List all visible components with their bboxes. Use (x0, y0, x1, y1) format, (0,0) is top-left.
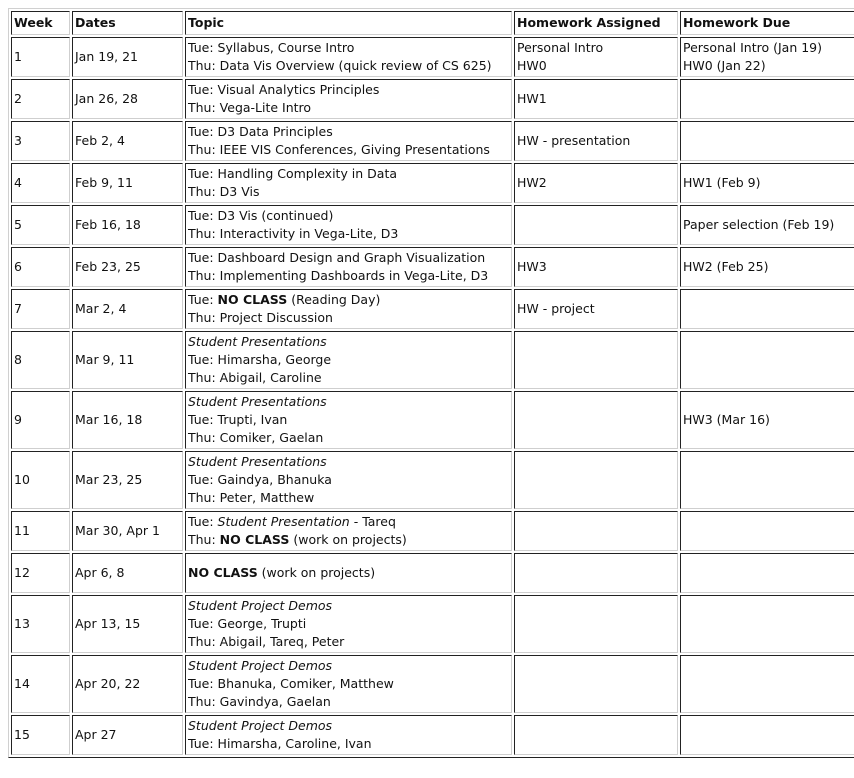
homework-assigned-cell (514, 121, 678, 161)
dates-cell: Feb 16, 18 (72, 205, 183, 245)
topic-cell (185, 163, 512, 203)
thursday-line (188, 141, 510, 159)
topic-text: (work on projects) (257, 565, 376, 580)
homework-assigned-cell (514, 451, 678, 509)
week-cell: 11 (11, 511, 70, 551)
topic-cell (185, 655, 512, 713)
homework-assigned-cell (514, 511, 678, 551)
header-row (11, 11, 854, 35)
homework-due-cell (680, 121, 854, 161)
topic-cell (185, 553, 512, 593)
topic-text: Implementing Dashboards in Vega-Lite, D3 (219, 268, 489, 283)
topic-heading: Student Project Demos (188, 718, 333, 733)
homework-due-item: HW2 (Feb 25) (683, 259, 769, 274)
tuesday-line (188, 615, 510, 633)
topic-text: Himarsha, Caroline, Ivan (217, 736, 372, 751)
table-row (11, 331, 854, 389)
tuesday-line (188, 513, 510, 531)
week-cell: 4 (11, 163, 70, 203)
week-cell: 1 (11, 37, 70, 77)
homework-due-cell (680, 247, 854, 287)
topic-text: Peter, Matthew (219, 490, 315, 505)
day-prefix: Thu: (188, 184, 220, 199)
week-cell: 7 (11, 289, 70, 329)
dates-cell: Mar 23, 25 (72, 451, 183, 509)
homework-assigned-cell (514, 289, 678, 329)
thursday-line (188, 693, 510, 711)
topic-text: (Reading Day) (287, 292, 381, 307)
tuesday-line (188, 207, 510, 225)
week-cell: 12 (11, 553, 70, 593)
thursday-line (188, 267, 510, 285)
tuesday-line (188, 39, 510, 57)
week-cell: 6 (11, 247, 70, 287)
homework-due-cell (680, 595, 854, 653)
day-prefix: Tue: (188, 208, 218, 223)
thursday-line (188, 429, 510, 447)
homework-due-cell (680, 715, 854, 755)
day-prefix: Tue: (188, 292, 218, 307)
topic-cell (185, 331, 512, 389)
tuesday-line (188, 411, 510, 429)
table-row (11, 37, 854, 77)
topic-text: D3 Data Principles (217, 124, 333, 139)
header-topic: Topic (185, 11, 512, 35)
homework-due-cell (680, 205, 854, 245)
homework-due-cell (680, 511, 854, 551)
week-cell: 2 (11, 79, 70, 119)
topic-text: Project Discussion (219, 310, 333, 325)
topic-text: Abigail, Caroline (219, 370, 322, 385)
homework-assigned-cell (514, 595, 678, 653)
topic-text: George, Trupti (217, 616, 307, 631)
day-prefix: Thu: (188, 634, 220, 649)
day-prefix: Thu: (188, 490, 220, 505)
no-class-label: NO CLASS (217, 292, 288, 307)
homework-assigned-item: HW2 (517, 175, 547, 190)
dates-cell: Jan 26, 28 (72, 79, 183, 119)
homework-due-cell (680, 289, 854, 329)
homework-due-item: Personal Intro (Jan 19) (683, 40, 823, 55)
dates-cell: Feb 23, 25 (72, 247, 183, 287)
homework-assigned-cell (514, 79, 678, 119)
day-prefix: Tue: (188, 616, 218, 631)
tuesday-line (188, 471, 510, 489)
table-row (11, 289, 854, 329)
week-cell: 10 (11, 451, 70, 509)
day-prefix: Tue: (188, 166, 218, 181)
dates-cell: Mar 9, 11 (72, 331, 183, 389)
homework-due-cell (680, 391, 854, 449)
homework-due-cell (680, 79, 854, 119)
homework-assigned-item: HW - project (517, 301, 595, 316)
thursday-line (188, 633, 510, 651)
topic-cell (185, 391, 512, 449)
topic-heading: Student Presentations (188, 394, 327, 409)
topic-text: D3 Vis (continued) (217, 208, 334, 223)
day-prefix: Thu: (188, 310, 220, 325)
dates-cell: Jan 19, 21 (72, 37, 183, 77)
topic-text: Bhanuka, Comiker, Matthew (217, 676, 394, 691)
topic-cell (185, 715, 512, 755)
no-class-label: NO CLASS (219, 532, 290, 547)
homework-assigned-item: Personal Intro (517, 40, 604, 55)
tuesday-line (188, 735, 510, 753)
table-row (11, 391, 854, 449)
day-prefix: Tue: (188, 472, 218, 487)
homework-assigned-item: HW0 (517, 58, 547, 73)
homework-assigned-cell (514, 391, 678, 449)
table-row (11, 79, 854, 119)
homework-due-cell (680, 655, 854, 713)
homework-due-cell (680, 37, 854, 77)
topic-text: Interactivity in Vega-Lite, D3 (219, 226, 399, 241)
table-row (11, 655, 854, 713)
topic-text: - Tareq (349, 514, 396, 529)
topic-heading: Student Presentations (188, 454, 327, 469)
dates-cell: Apr 6, 8 (72, 553, 183, 593)
dates-cell: Apr 27 (72, 715, 183, 755)
table-row (11, 595, 854, 653)
topic-text: Abigail, Tareq, Peter (219, 634, 345, 649)
day-prefix: Tue: (188, 412, 218, 427)
homework-due-item: HW0 (Jan 22) (683, 58, 766, 73)
tuesday-line (188, 123, 510, 141)
homework-assigned-item: HW - presentation (517, 133, 631, 148)
topic-text: Syllabus, Course Intro (217, 40, 355, 55)
thursday-line (188, 531, 510, 549)
day-prefix: Tue: (188, 124, 218, 139)
topic-cell (185, 205, 512, 245)
week-cell: 9 (11, 391, 70, 449)
day-prefix: Thu: (188, 694, 220, 709)
week-cell: 3 (11, 121, 70, 161)
topic-text: Himarsha, George (217, 352, 332, 367)
table-row (11, 247, 854, 287)
thursday-line (188, 225, 510, 243)
dates-cell: Apr 20, 22 (72, 655, 183, 713)
day-prefix: Thu: (188, 100, 220, 115)
table-row (11, 451, 854, 509)
homework-assigned-cell (514, 715, 678, 755)
topic-cell (185, 511, 512, 551)
topic-text: D3 Vis (219, 184, 260, 199)
thursday-line (188, 489, 510, 507)
week-cell: 8 (11, 331, 70, 389)
dates-cell: Apr 13, 15 (72, 595, 183, 653)
topic-cell (185, 595, 512, 653)
topic-heading: Student Project Demos (188, 598, 333, 613)
day-prefix: Thu: (188, 268, 220, 283)
dates-cell: Mar 2, 4 (72, 289, 183, 329)
topic-heading: Student Presentations (188, 334, 327, 349)
topic-text: Data Vis Overview (quick review of CS 625) (219, 58, 492, 73)
day-prefix: Tue: (188, 676, 218, 691)
dates-cell: Mar 16, 18 (72, 391, 183, 449)
topic-text: (work on projects) (289, 532, 407, 547)
homework-assigned-cell (514, 205, 678, 245)
day-prefix: Thu: (188, 58, 220, 73)
schedule-body (11, 37, 854, 755)
course-schedule-table (8, 8, 854, 758)
homework-due-cell (680, 331, 854, 389)
header-homework-due: Homework Due (680, 11, 854, 35)
topic-text: Gavindya, Gaelan (219, 694, 331, 709)
tuesday-line (188, 291, 510, 309)
topic-text: Comiker, Gaelan (219, 430, 324, 445)
table-row (11, 163, 854, 203)
topic-heading: Student Project Demos (188, 658, 333, 673)
homework-due-cell (680, 451, 854, 509)
homework-assigned-cell (514, 163, 678, 203)
topic-text: IEEE VIS Conferences, Giving Presentations (219, 142, 490, 157)
day-prefix: Tue: (188, 250, 218, 265)
week-cell: 15 (11, 715, 70, 755)
homework-due-item: HW1 (Feb 9) (683, 175, 761, 190)
thursday-line (188, 57, 510, 75)
week-cell: 14 (11, 655, 70, 713)
homework-assigned-cell (514, 655, 678, 713)
table-row (11, 121, 854, 161)
topic-cell (185, 247, 512, 287)
topic-line (188, 564, 510, 582)
day-prefix: Tue: (188, 352, 218, 367)
table-row (11, 553, 854, 593)
day-prefix: Thu: (188, 142, 220, 157)
dates-cell: Feb 9, 11 (72, 163, 183, 203)
topic-emphasis: Student Presentation (217, 514, 350, 529)
homework-assigned-cell (514, 247, 678, 287)
homework-due-cell (680, 553, 854, 593)
day-prefix: Thu: (188, 370, 220, 385)
table-row (11, 205, 854, 245)
day-prefix: Thu: (188, 532, 220, 547)
thursday-line (188, 309, 510, 327)
week-cell: 5 (11, 205, 70, 245)
homework-due-item: Paper selection (Feb 19) (683, 217, 835, 232)
topic-text: Trupti, Ivan (217, 412, 288, 427)
day-prefix: Tue: (188, 82, 218, 97)
tuesday-line (188, 351, 510, 369)
table-row (11, 511, 854, 551)
day-prefix: Tue: (188, 40, 218, 55)
homework-assigned-cell (514, 553, 678, 593)
tuesday-line (188, 249, 510, 267)
thursday-line (188, 183, 510, 201)
topic-text: Handling Complexity in Data (217, 166, 398, 181)
header-week: Week (11, 11, 70, 35)
thursday-line (188, 99, 510, 117)
header-homework-assigned: Homework Assigned (514, 11, 678, 35)
week-cell: 13 (11, 595, 70, 653)
no-class-label: NO CLASS (188, 565, 258, 580)
topic-text: Visual Analytics Principles (217, 82, 380, 97)
tuesday-line (188, 165, 510, 183)
header-dates: Dates (72, 11, 183, 35)
topic-text: Gaindya, Bhanuka (217, 472, 332, 487)
day-prefix: Thu: (188, 226, 220, 241)
day-prefix: Tue: (188, 736, 218, 751)
topic-cell (185, 451, 512, 509)
homework-assigned-cell (514, 331, 678, 389)
topic-cell (185, 121, 512, 161)
tuesday-line (188, 81, 510, 99)
topic-text: Vega-Lite Intro (219, 100, 312, 115)
tuesday-line (188, 675, 510, 693)
homework-assigned-item: HW3 (517, 259, 547, 274)
table-row (11, 715, 854, 755)
topic-cell (185, 289, 512, 329)
day-prefix: Thu: (188, 430, 220, 445)
topic-cell (185, 37, 512, 77)
homework-assigned-item: HW1 (517, 91, 547, 106)
homework-due-cell (680, 163, 854, 203)
topic-text: Dashboard Design and Graph Visualization (217, 250, 486, 265)
dates-cell: Mar 30, Apr 1 (72, 511, 183, 551)
homework-due-item: HW3 (Mar 16) (683, 412, 770, 427)
day-prefix: Tue: (188, 514, 218, 529)
homework-assigned-cell (514, 37, 678, 77)
dates-cell: Feb 2, 4 (72, 121, 183, 161)
topic-cell (185, 79, 512, 119)
thursday-line (188, 369, 510, 387)
